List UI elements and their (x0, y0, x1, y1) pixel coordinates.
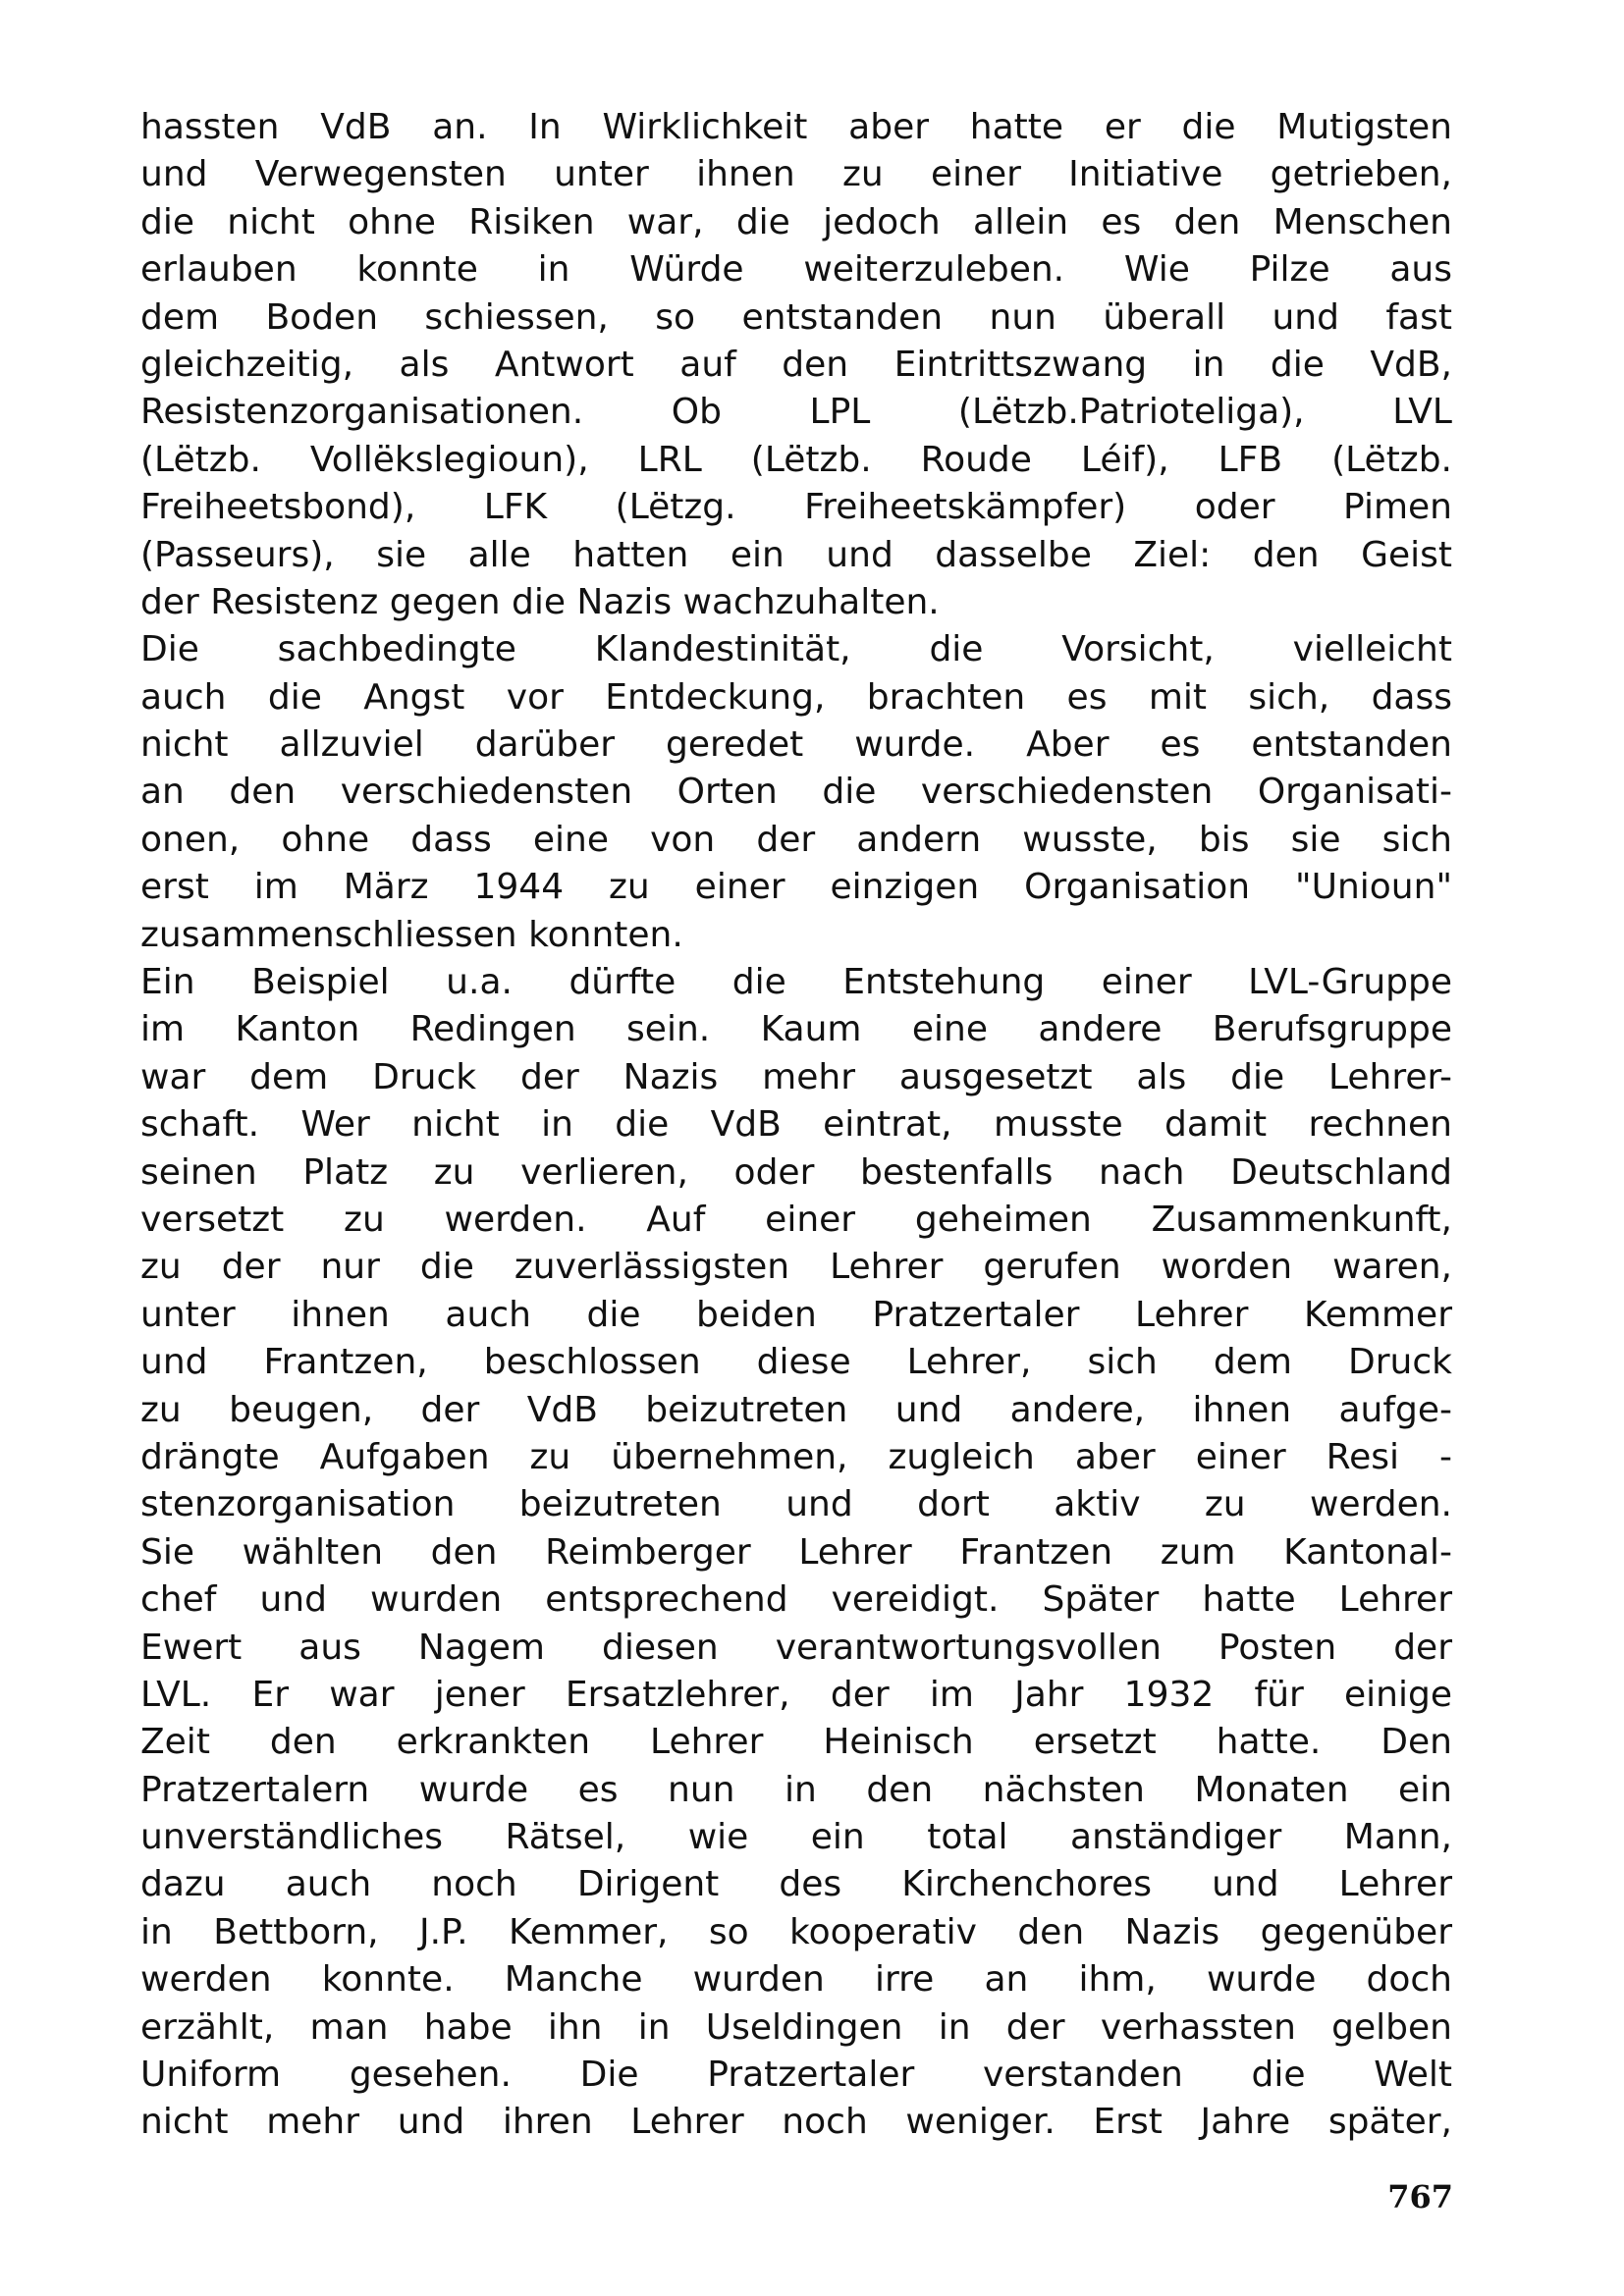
text-line: in Bettborn, J.P. Kemmer, so kooperativ den Nazis gegenüber (140, 1911, 1452, 1952)
body-text (140, 104, 1452, 2147)
text-line: auch die Angst vor Entdeckung, brachten es mit sich, dass (140, 676, 1452, 718)
text-line: (Passeurs), sie alle hatten ein und dasselbe Ziel: den Geist (140, 534, 1452, 575)
text-line: und Verwegensten unter ihnen zu einer Initiative getrieben, (140, 154, 1452, 195)
text-line: Pratzertalern wurde es nun in den nächsten Monaten ein (140, 1769, 1452, 1810)
text-line: Sie wählten den Reimberger Lehrer Frantzen zum Kantonal- (140, 1531, 1452, 1573)
text-line: gleichzeitig, als Antwort auf den Eintrittszwang in die VdB, (140, 344, 1452, 385)
text-line: der Resistenz gegen die Nazis wachzuhalten. (140, 581, 940, 622)
text-line: Uniform gesehen. Die Pratzertaler verstanden die Welt (140, 2055, 1452, 2096)
text-line: unverständliches Rätsel, wie ein total anständiger Mann, (140, 1817, 1452, 1858)
text-line: im Kanton Redingen sein. Kaum eine andere Berufsgruppe (140, 1009, 1452, 1050)
text-line: erlauben konnte in Würde weiterzuleben. Wie Pilze aus (140, 249, 1452, 291)
text-line: LVL. Er war jener Ersatzlehrer, der im Jahr 1932 für einige (140, 1674, 1452, 1715)
text-line: Ewert aus Nagem diesen verantwortungsvollen Posten der (140, 1627, 1452, 1668)
text-line: unter ihnen auch die beiden Pratzertaler Lehrer Kemmer (140, 1294, 1452, 1335)
text-line: werden konnte. Manche wurden irre an ihm, wurde doch (140, 1959, 1452, 2001)
text-line: Freiheetsbond), LFK (Lëtzg. Freiheetskämpfer) oder Pimen (140, 487, 1452, 528)
text-line: war dem Druck der Nazis mehr ausgesetzt als die Lehrer- (140, 1056, 1452, 1097)
text-line: onen, ohne dass eine von der andern wusste, bis sie sich (140, 819, 1452, 860)
text-line: Ein Beispiel u.a. dürfte die Entstehung einer LVL-Gruppe (140, 962, 1452, 1003)
text-line: zusammenschliessen konnten. (140, 914, 683, 955)
text-line: dem Boden schiessen, so entstanden nun überall und fast (140, 296, 1452, 338)
text-line: zu beugen, der VdB beizutreten und andere, ihnen aufge- (140, 1389, 1452, 1430)
text-line: dazu auch noch Dirigent des Kirchenchores und Lehrer (140, 1864, 1452, 1905)
text-line: schaft. Wer nicht in die VdB eintrat, musste damit rechnen (140, 1104, 1452, 1146)
text-line: zu der nur die zuverlässigsten Lehrer gerufen worden waren, (140, 1247, 1452, 1288)
text-line: nicht allzuviel darüber geredet wurde. Aber es entstanden (140, 724, 1452, 766)
text-line: chef und wurden entsprechend vereidigt. Später hatte Lehrer (140, 1579, 1452, 1621)
text-line: drängte Aufgaben zu übernehmen, zugleich aber einer Resi - (140, 1436, 1452, 1477)
text-line: hassten VdB an. In Wirklichkeit aber hatte er die Mutigsten (140, 107, 1452, 147)
text-line: Zeit den erkrankten Lehrer Heinisch ersetzt hatte. Den (140, 1722, 1452, 1763)
text-line: (Lëtzb. Vollëkslegioun), LRL (Lëtzb. Roude Léif), LFB (Lëtzb. (140, 439, 1452, 480)
text-line: nicht mehr und ihren Lehrer noch weniger. Erst Jahre später, (140, 2102, 1452, 2143)
text-line: Resistenzorganisationen. Ob LPL (Lëtzb.Patrioteliga), LVL (140, 392, 1452, 433)
text-line: stenzorganisation beizutreten und dort aktiv zu werden. (140, 1484, 1452, 1525)
text-line: an den verschiedensten Orten die verschiedensten Organisati- (140, 772, 1452, 813)
text-line: erst im März 1944 zu einer einzigen Organisation "Unioun" (140, 867, 1452, 908)
page-number: 767 (1387, 2178, 1453, 2216)
text-line: und Frantzen, beschlossen diese Lehrer, sich dem Druck (140, 1342, 1452, 1383)
text-line: die nicht ohne Risiken war, die jedoch allein es den Menschen (140, 201, 1452, 242)
text-line: versetzt zu werden. Auf einer geheimen Zusammenkunft, (140, 1199, 1452, 1240)
text-line: seinen Platz zu verlieren, oder bestenfalls nach Deutschland (140, 1151, 1452, 1193)
text-line: erzählt, man habe ihn in Useldingen in der verhassten gelben (140, 2006, 1452, 2048)
text-line: Die sachbedingte Klandestinität, die Vorsicht, vielleicht (140, 629, 1452, 670)
